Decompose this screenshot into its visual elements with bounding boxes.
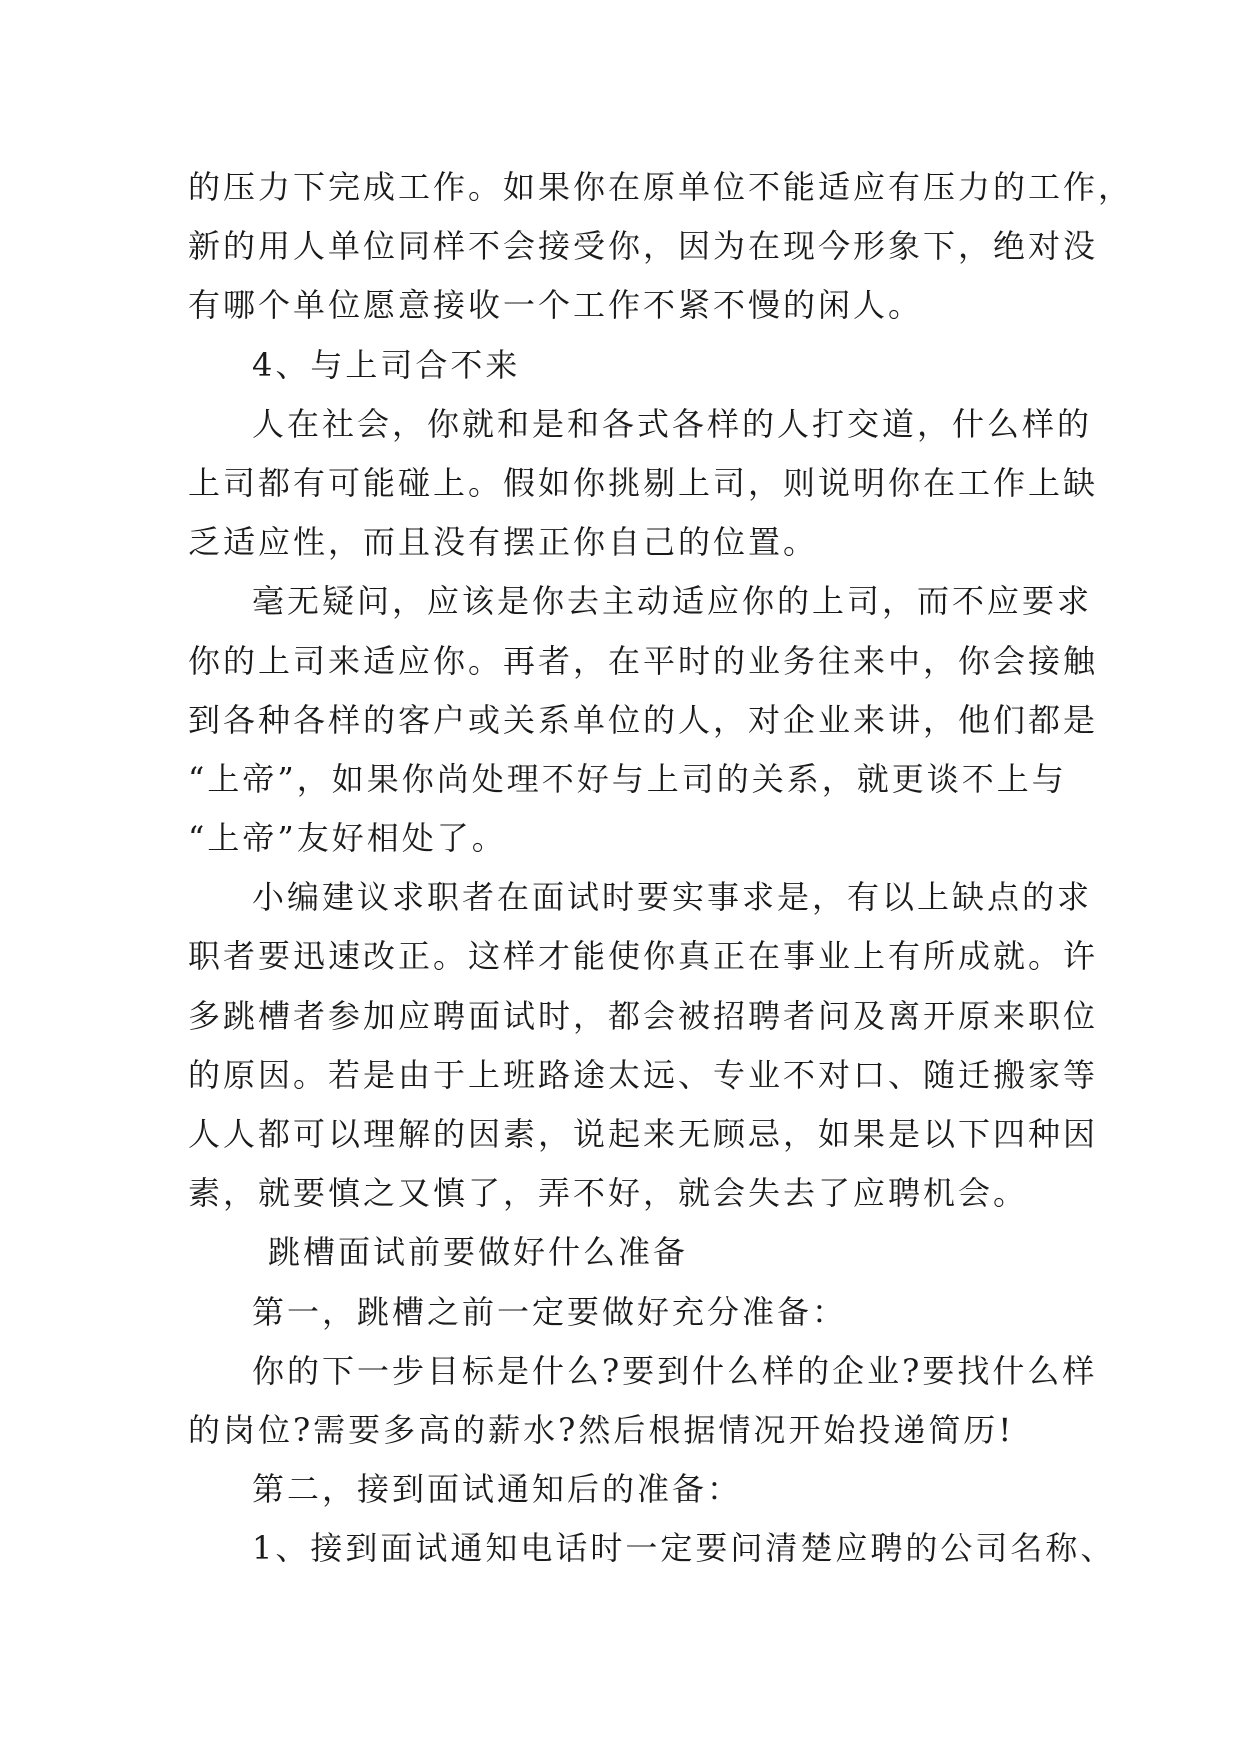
text-line: 到各种各样的客户或关系单位的人，对企业来讲，他们都是: [188, 700, 1099, 739]
text-line: 上司都有可能碰上。假如你挑剔上司，则说明你在工作上缺: [188, 463, 1099, 502]
text-line: 有哪个单位愿意接收一个工作不紧不慢的闲人。: [188, 286, 924, 325]
text-line: “上帝”，如果你尚处理不好与上司的关系，就更谈不上与: [188, 759, 1067, 798]
text-line: 素，就要慎之又慎了，弄不好，就会失去了应聘机会。: [188, 1174, 1029, 1213]
text-line: 你的下一步目标是什么?要到什么样的企业?要找什么样: [252, 1351, 1098, 1390]
text-line: 的岗位?需要多高的薪水?然后根据情况开始投递简历!: [188, 1410, 1015, 1449]
text-line: 人在社会，你就和是和各式各样的人打交道，什么样的: [252, 404, 1093, 443]
section-heading: 4、与上司合不来: [252, 345, 521, 384]
text-line: 新的用人单位同样不会接受你，因为在现今形象下，绝对没: [188, 227, 1099, 266]
text-line: 多跳槽者参加应聘面试时，都会被招聘者问及离开原来职位: [188, 996, 1099, 1035]
document-body: [188, 158, 1134, 1579]
text-line: 乏适应性，而且没有摆正你自己的位置。: [188, 523, 819, 562]
text-line: 第一，跳槽之前一定要做好充分准备：: [252, 1292, 848, 1331]
text-line: 毫无疑问，应该是你去主动适应你的上司，而不应要求: [252, 582, 1093, 621]
section-title: 跳槽面试前要做好什么准备: [268, 1233, 689, 1272]
text-line: 的压力下完成工作。如果你在原单位不能适应有压力的工作，: [188, 168, 1134, 206]
text-line: 你的上司来适应你。再者，在平时的业务往来中，你会接触: [188, 641, 1099, 680]
text-line: 人人都可以理解的因素，说起来无顾忌，如果是以下四种因: [188, 1115, 1099, 1153]
text-line: 的原因。若是由于上班路途太远、专业不对口、随迁搬家等: [188, 1055, 1099, 1094]
text-line: “上帝”友好相处了。: [188, 819, 507, 858]
text-line: 职者要迅速改正。这样才能使你真正在事业上有所成就。许: [188, 937, 1099, 976]
text-line: 1、接到面试通知电话时一定要问清楚应聘的公司名称、: [252, 1529, 1116, 1568]
text-line: 小编建议求职者在面试时要实事求是，有以上缺点的求: [252, 878, 1093, 917]
text-line: 第二，接到面试通知后的准备：: [252, 1470, 743, 1509]
